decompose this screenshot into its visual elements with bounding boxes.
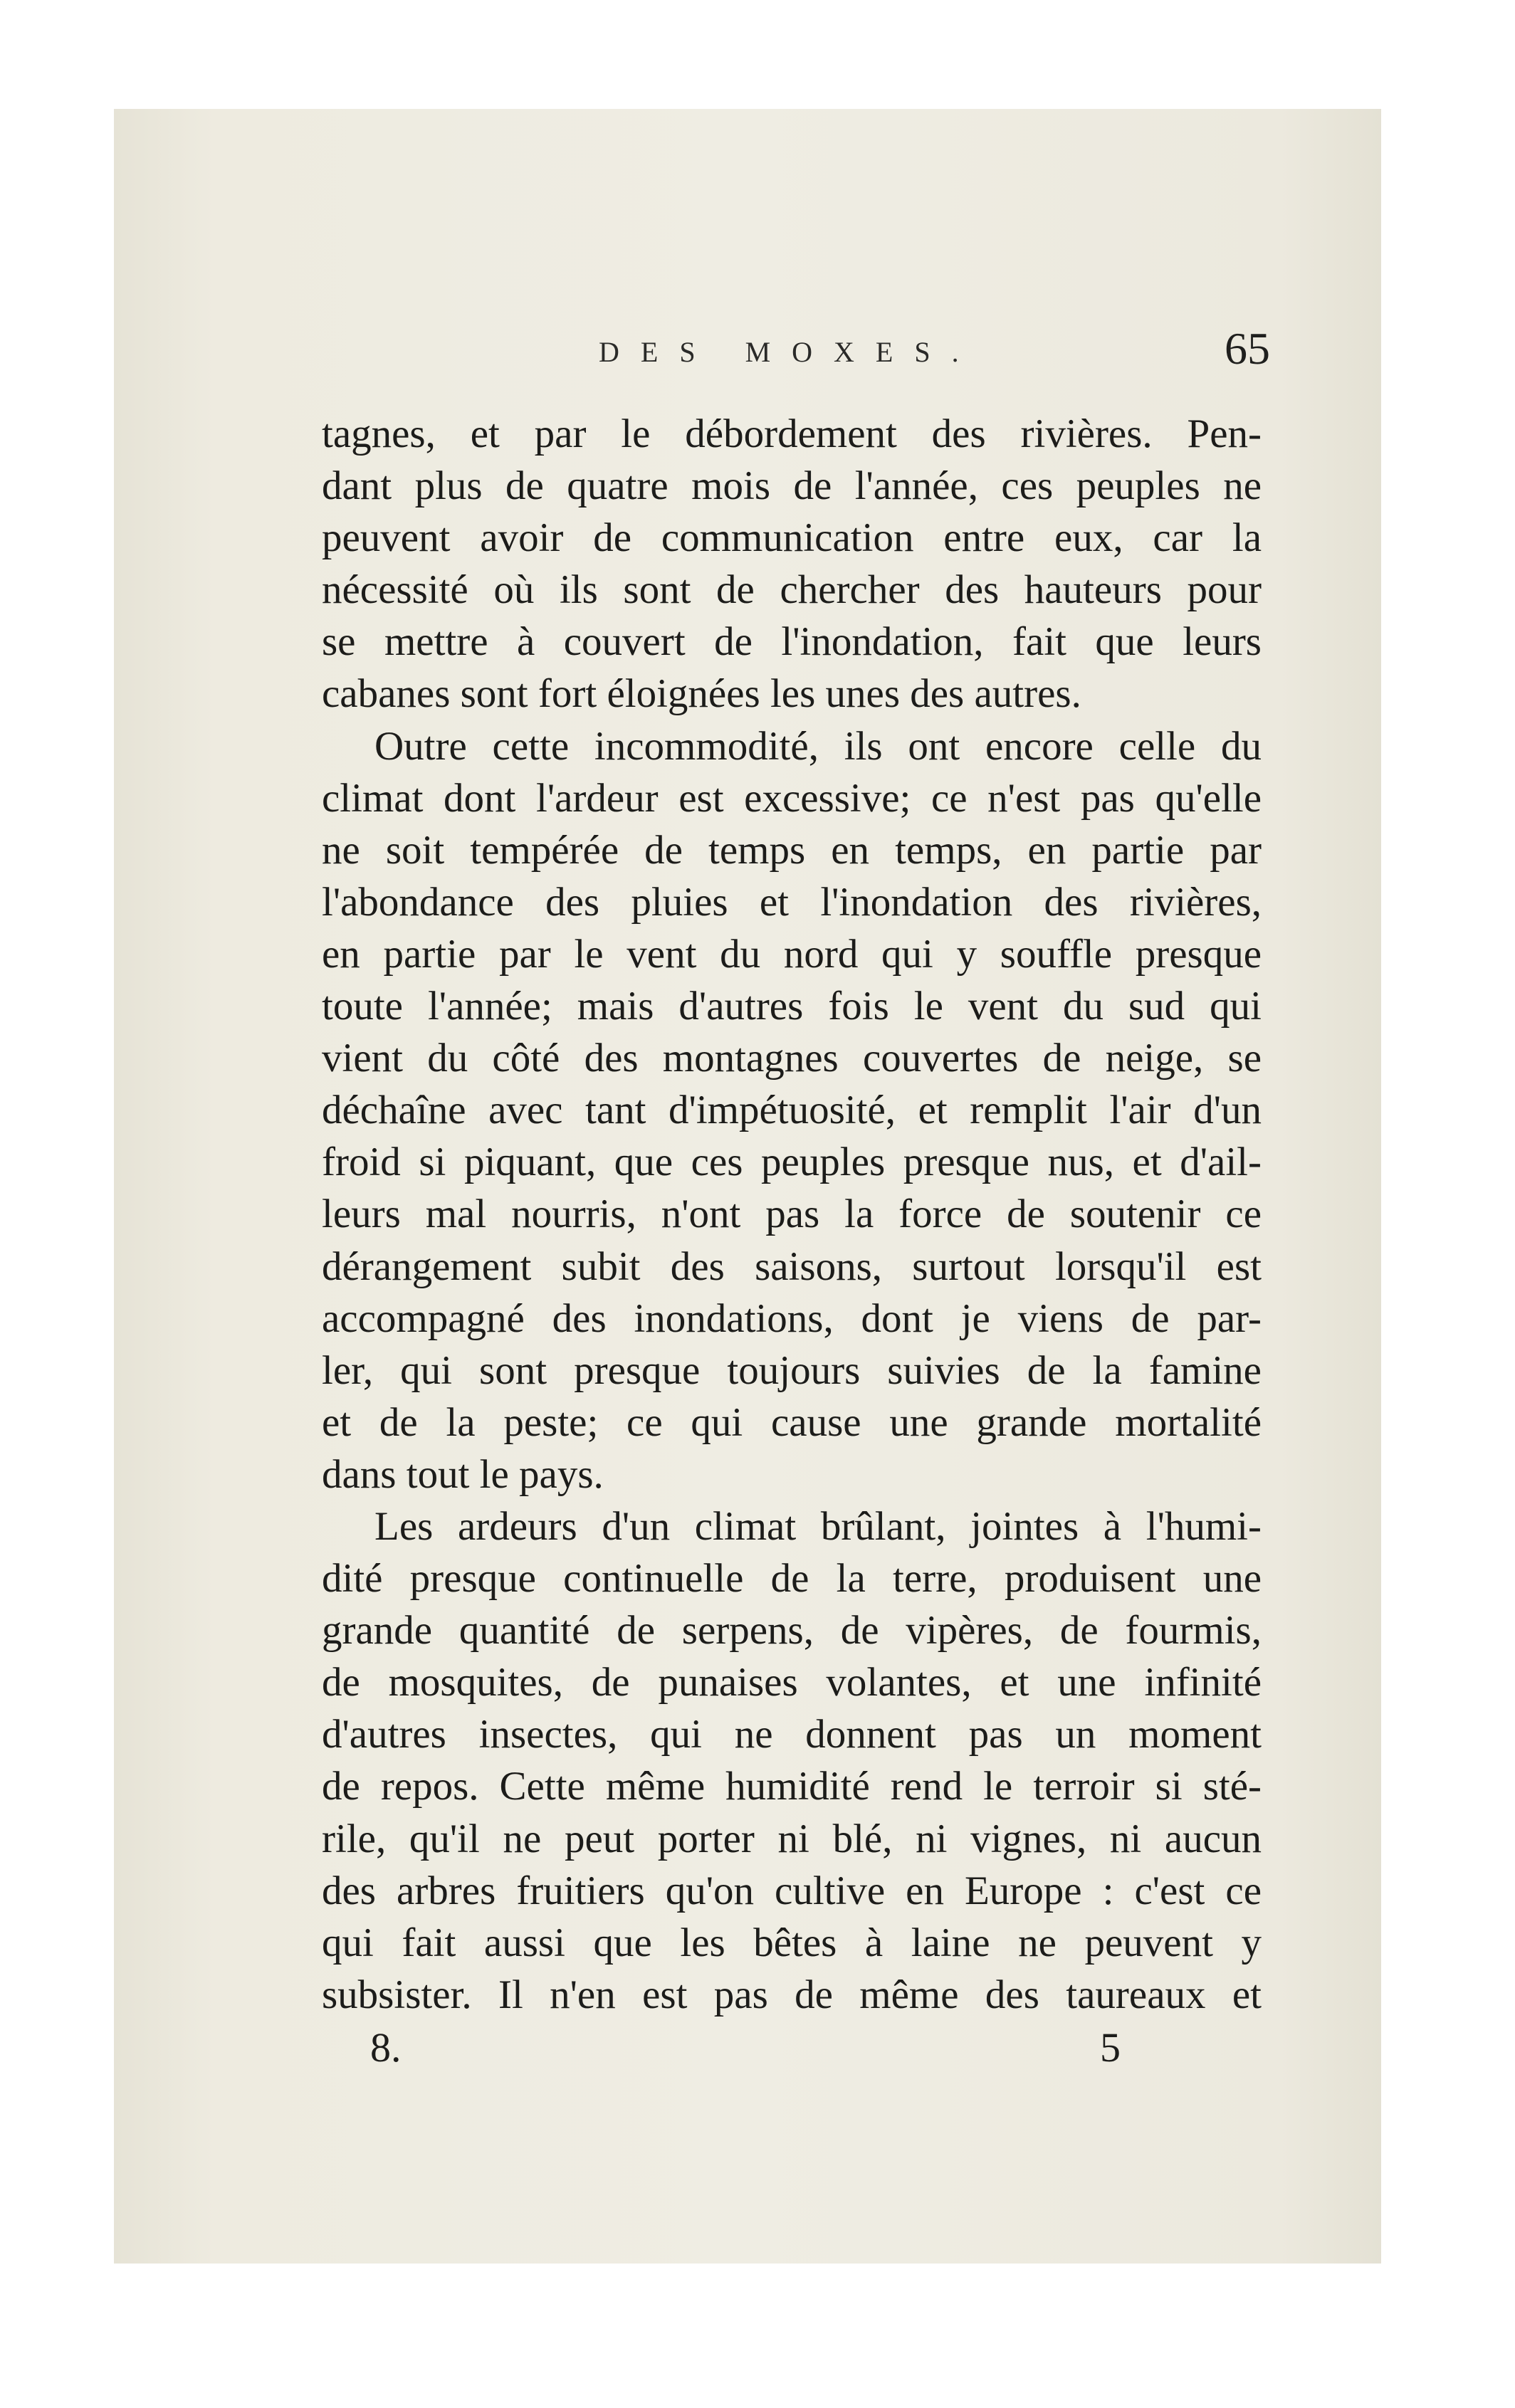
text-line: dans tout le pays. — [322, 1451, 604, 1497]
text-line: ler, qui sont presque toujours suivies de la famine — [322, 1347, 1262, 1393]
text-line: des arbres fruitiers qu'on cultive en Europe : c'est ce — [322, 1868, 1262, 1913]
body-text — [322, 408, 1262, 2021]
text-line: se mettre à couvert de l'inondation, fait que leurs — [322, 619, 1262, 665]
page-footer — [114, 2024, 1381, 2081]
paragraph — [322, 1500, 1262, 2021]
text-line: Outre cette incommodité, ils ont encore celle du — [374, 723, 1262, 769]
running-title: DES MOXES. — [599, 336, 980, 368]
text-line: dité presque continuelle de la terre, produisent une — [322, 1556, 1262, 1602]
paragraph — [322, 408, 1262, 720]
text-line: peuvent avoir de communication entre eux, car la — [322, 515, 1262, 561]
text-line: d'autres insectes, qui ne donnent pas un moment — [322, 1712, 1262, 1757]
text-line: l'abondance des pluies et l'inondation des rivières, — [322, 879, 1262, 925]
text-line: déchaîne avec tant d'impétuosité, et remplit l'air d'un — [322, 1088, 1262, 1133]
text-line: subsister. Il n'en est pas de même des taureaux et — [322, 1972, 1262, 2017]
page-header — [114, 322, 1381, 379]
text-line: accompagné des inondations, dont je viens de par- — [322, 1295, 1262, 1341]
text-line: grande quantité de serpens, de vipères, de fourmis, — [322, 1608, 1262, 1653]
text-line: de repos. Cette même humidité rend le terroir si sté- — [322, 1764, 1262, 1809]
text-line: froid si piquant, que ces peuples presque nus, et d'ail- — [322, 1140, 1262, 1185]
text-line: rile, qu'il ne peut porter ni blé, ni vignes, ni aucun — [322, 1816, 1262, 1861]
text-line: toute l'année; mais d'autres fois le vent du sud qui — [322, 984, 1262, 1029]
text-line: ne soit tempérée de temps en temps, en partie par — [322, 827, 1262, 873]
text-line: tagnes, et par le débordement des rivières. Pen- — [322, 411, 1262, 456]
text-line: qui fait aussi que les bêtes à laine ne peuvent y — [322, 1920, 1262, 1965]
text-line: et de la peste; ce qui cause une grande mortalité — [322, 1399, 1262, 1445]
paragraph — [322, 720, 1262, 1500]
text-line: dant plus de quatre mois de l'année, ces peuples ne — [322, 463, 1262, 509]
text-line: leurs mal nourris, n'ont pas la force de soutenir ce — [322, 1192, 1262, 1237]
text-line: climat dont l'ardeur est excessive; ce n'est pas qu'elle — [322, 775, 1262, 821]
page-number: 65 — [1225, 323, 1270, 374]
text-line: en partie par le vent du nord qui y souffle presque — [322, 931, 1262, 977]
signature-mark: 8. — [370, 2024, 402, 2071]
text-line: nécessité où ils sont de chercher des hauteurs pour — [322, 567, 1262, 613]
text-line: dérangement subit des saisons, surtout lorsqu'il est — [322, 1244, 1262, 1289]
text-line: cabanes sont fort éloignées les unes des autres. — [322, 671, 1081, 717]
text-line: vient du côté des montagnes couvertes de neige, se — [322, 1036, 1262, 1081]
book-page — [114, 109, 1381, 2264]
gathering-number: 5 — [1100, 2024, 1121, 2071]
text-line: de mosquites, de punaises volantes, et une infinité — [322, 1660, 1262, 1705]
text-line: Les ardeurs d'un climat brûlant, jointes à l'humi- — [374, 1503, 1262, 1549]
